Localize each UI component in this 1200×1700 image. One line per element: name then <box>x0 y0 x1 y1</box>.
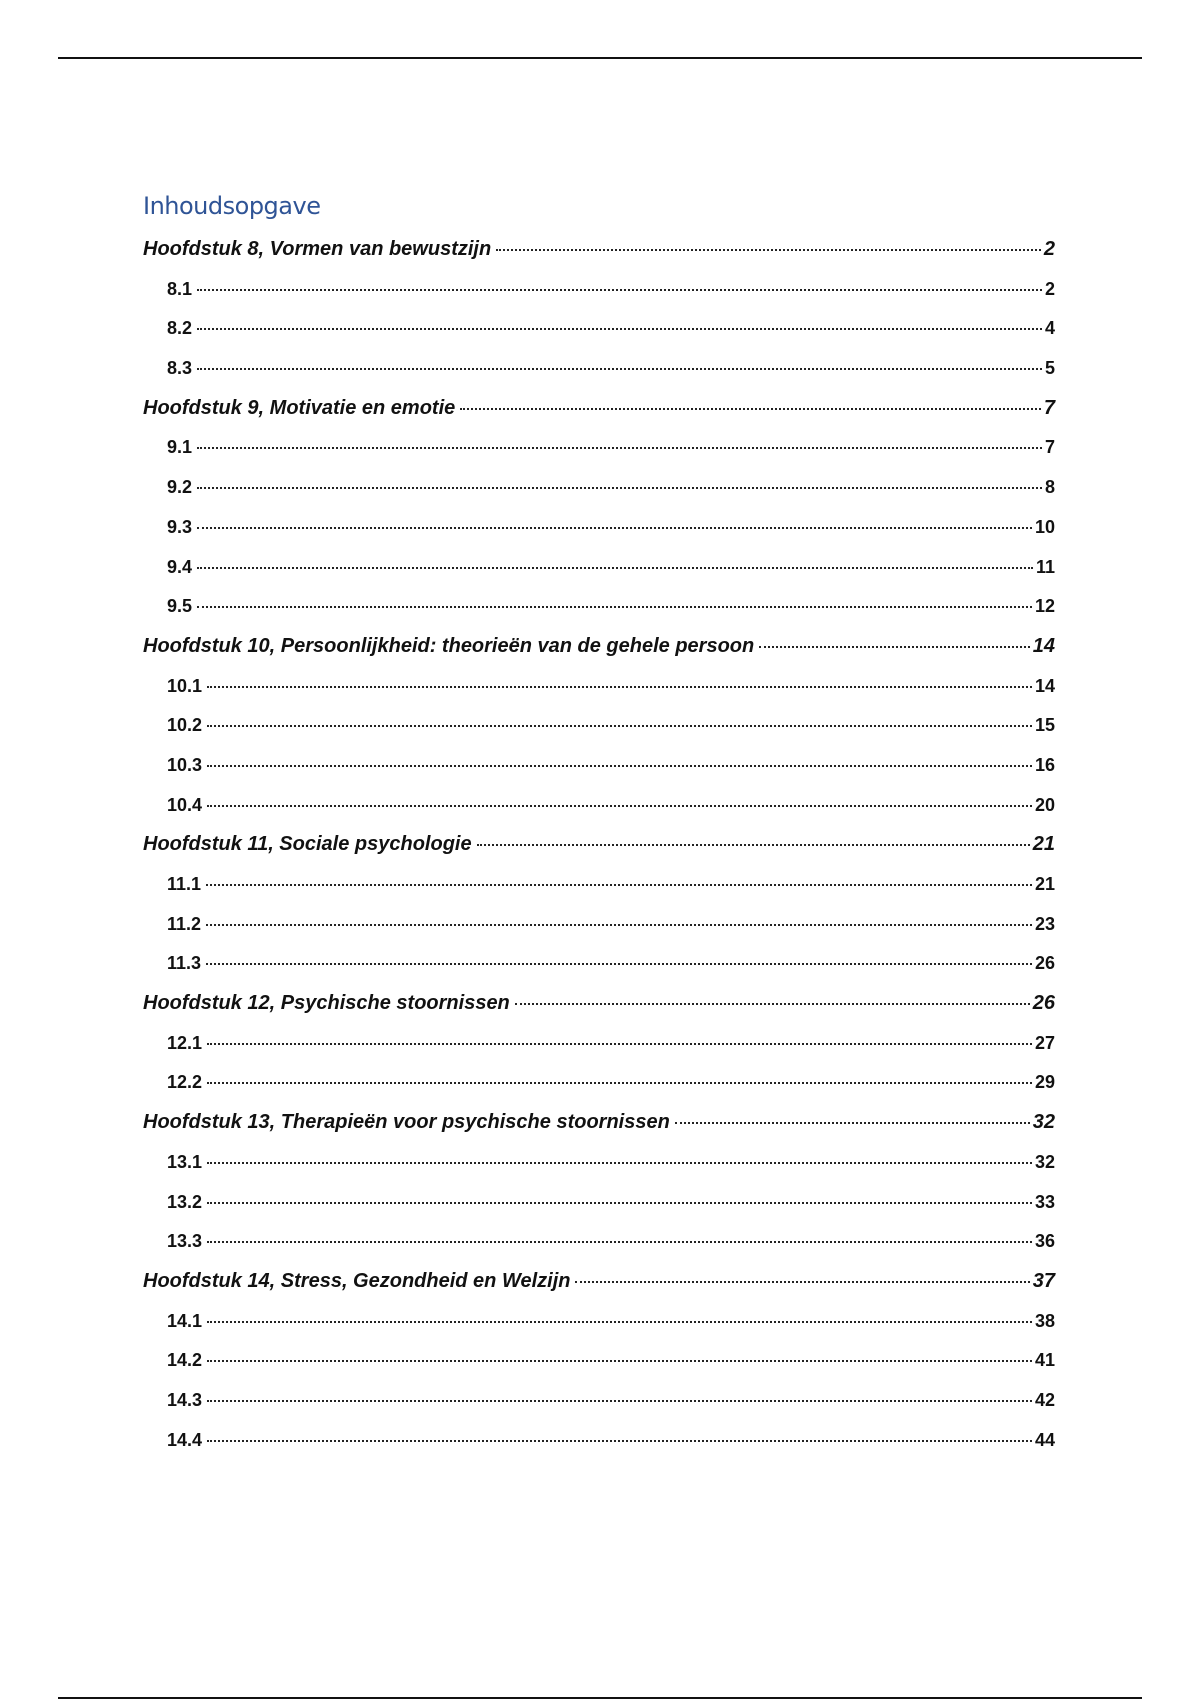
toc-section-entry[interactable] <box>143 1302 1055 1342</box>
toc-entry-page-number: 41 <box>1034 1350 1055 1371</box>
toc-entry-label: Hoofdstuk 8, Vormen van bewustzijn <box>143 238 492 260</box>
toc-section-entry[interactable] <box>143 865 1055 905</box>
footer-rule <box>58 1697 1142 1699</box>
toc-entry-page-number: 15 <box>1034 715 1055 736</box>
toc-dot-leader <box>197 447 1042 449</box>
toc-dot-leader <box>197 368 1042 370</box>
toc-dot-leader <box>206 924 1032 926</box>
toc-section-entry[interactable] <box>143 944 1055 984</box>
toc-entry-label: 9.5 <box>167 596 193 617</box>
toc-dot-leader <box>207 1321 1032 1323</box>
toc-entry-page-number: 32 <box>1032 1111 1055 1134</box>
toc-entry-page-number: 20 <box>1034 794 1055 815</box>
toc-entry-label: 9.2 <box>167 477 193 498</box>
toc-entry-label: 11.2 <box>167 913 202 934</box>
toc-entry-page-number: 38 <box>1034 1310 1055 1331</box>
toc-entry-label: 11.1 <box>167 874 202 894</box>
toc-entry-label: 10.3 <box>167 754 203 775</box>
toc-entry-page-number: 14 <box>1032 634 1055 657</box>
toc-entry-label: Hoofdstuk 14, Stress, Gezondheid en Welzijn <box>143 1269 571 1292</box>
toc-entry-label: 14.1 <box>167 1310 203 1331</box>
toc-dot-leader <box>197 567 1033 569</box>
toc-chapter-entry[interactable] <box>143 1103 1055 1143</box>
toc-dot-leader <box>207 1360 1032 1362</box>
toc-section-entry[interactable] <box>143 786 1055 826</box>
toc-entry-label: Hoofdstuk 13, Therapieën voor psychische stoornissen <box>143 1111 670 1134</box>
toc-chapter-entry[interactable] <box>143 1262 1055 1302</box>
toc-entry-label: 9.4 <box>167 556 193 577</box>
toc-dot-leader <box>207 1400 1032 1402</box>
toc-dot-leader <box>759 646 1030 648</box>
toc-section-entry[interactable] <box>143 1143 1055 1183</box>
toc-entry-page-number: 14 <box>1034 675 1055 696</box>
toc-section-entry[interactable] <box>143 706 1055 746</box>
toc-section-entry[interactable] <box>143 270 1055 310</box>
toc-dot-leader <box>207 725 1032 727</box>
toc-dot-leader <box>477 844 1030 846</box>
toc-section-entry[interactable] <box>143 468 1055 508</box>
toc-entry-page-number: 21 <box>1032 833 1055 856</box>
toc-entry-label: Hoofdstuk 10, Persoonlijkheid: theorieën van de gehele persoon <box>143 634 755 657</box>
toc-list <box>143 230 1055 1460</box>
toc-chapter-entry[interactable] <box>143 389 1055 429</box>
toc-entry-label: 8.1 <box>167 278 193 299</box>
toc-entry-page-number: 12 <box>1034 596 1055 617</box>
toc-entry-label: 14.3 <box>167 1389 203 1410</box>
toc-entry-page-number: 44 <box>1034 1429 1055 1450</box>
toc-dot-leader <box>206 963 1032 965</box>
toc-entry-page-number: 27 <box>1034 1032 1055 1053</box>
toc-entry-page-number: 21 <box>1034 874 1055 894</box>
toc-entry-page-number: 16 <box>1034 754 1055 775</box>
toc-section-entry[interactable] <box>143 1024 1055 1064</box>
toc-entry-page-number: 4 <box>1044 318 1055 339</box>
toc-entry-label: 14.2 <box>167 1350 203 1371</box>
toc-dot-leader <box>575 1281 1029 1283</box>
toc-entry-label: Hoofdstuk 12, Psychische stoornissen <box>143 992 510 1015</box>
toc-dot-leader <box>207 1202 1032 1204</box>
toc-section-entry[interactable] <box>143 508 1055 548</box>
toc-entry-page-number: 23 <box>1034 913 1055 934</box>
toc-entry-label: 12.2 <box>167 1072 203 1093</box>
toc-dot-leader <box>206 884 1032 886</box>
toc-dot-leader <box>207 1043 1032 1045</box>
toc-entry-page-number: 26 <box>1034 953 1055 974</box>
toc-title: Inhoudsopgave <box>143 192 321 220</box>
toc-entry-label: 9.3 <box>167 516 193 537</box>
toc-dot-leader <box>207 1241 1032 1243</box>
toc-entry-page-number: 26 <box>1032 992 1055 1015</box>
toc-section-entry[interactable] <box>143 1183 1055 1223</box>
toc-section-entry[interactable] <box>143 1381 1055 1421</box>
toc-entry-label: 13.3 <box>167 1231 203 1252</box>
toc-dot-leader <box>460 408 1041 410</box>
toc-section-entry[interactable] <box>143 667 1055 707</box>
toc-section-entry[interactable] <box>143 905 1055 945</box>
toc-dot-leader <box>197 289 1042 291</box>
toc-entry-page-number: 2 <box>1044 278 1055 299</box>
toc-entry-label: 14.4 <box>167 1429 203 1450</box>
toc-dot-leader <box>197 487 1042 489</box>
toc-entry-label: 8.2 <box>167 318 193 339</box>
toc-entry-page-number: 37 <box>1032 1269 1055 1292</box>
toc-entry-label: 13.2 <box>167 1191 203 1212</box>
toc-dot-leader <box>207 1162 1032 1164</box>
toc-entry-label: 13.1 <box>167 1151 203 1172</box>
toc-entry-page-number: 5 <box>1044 358 1055 379</box>
toc-dot-leader <box>207 805 1032 807</box>
toc-section-entry[interactable] <box>143 1222 1055 1262</box>
toc-entry-page-number: 42 <box>1034 1389 1055 1410</box>
toc-entry-page-number: 10 <box>1034 516 1055 537</box>
toc-dot-leader <box>207 686 1032 688</box>
toc-entry-page-number: 29 <box>1034 1072 1055 1093</box>
toc-entry-label: 10.2 <box>167 715 203 736</box>
toc-dot-leader <box>207 1082 1032 1084</box>
toc-entry-label: 10.1 <box>167 675 203 696</box>
toc-entry-page-number: 32 <box>1034 1151 1055 1172</box>
toc-entry-label: 9.1 <box>167 437 193 458</box>
toc-chapter-entry[interactable] <box>143 984 1055 1024</box>
toc-section-entry[interactable] <box>143 746 1055 786</box>
toc-entry-page-number: 7 <box>1044 437 1055 458</box>
toc-dot-leader <box>207 765 1032 767</box>
toc-entry-label: 10.4 <box>167 794 203 815</box>
toc-entry-label: 8.3 <box>167 358 193 379</box>
toc-section-entry[interactable] <box>143 309 1055 349</box>
toc-entry-label: 11.3 <box>167 953 202 974</box>
toc-entry-page-number: 8 <box>1044 477 1055 498</box>
toc-section-entry[interactable] <box>143 1421 1055 1461</box>
toc-section-entry[interactable] <box>143 428 1055 468</box>
toc-dot-leader <box>515 1003 1030 1005</box>
toc-entry-page-number: 2 <box>1043 238 1055 260</box>
toc-dot-leader <box>207 1440 1032 1442</box>
toc-dot-leader <box>197 328 1042 330</box>
toc-dot-leader <box>197 527 1032 529</box>
toc-entry-page-number: 33 <box>1034 1191 1055 1212</box>
toc-section-entry[interactable] <box>143 587 1055 627</box>
toc-dot-leader <box>496 249 1041 251</box>
toc-section-entry[interactable] <box>143 548 1055 588</box>
toc-dot-leader <box>675 1122 1030 1124</box>
toc-section-entry[interactable] <box>143 1063 1055 1103</box>
toc-chapter-entry[interactable] <box>143 230 1055 270</box>
toc-entry-label: 12.1 <box>167 1032 203 1053</box>
toc-chapter-entry[interactable] <box>143 627 1055 667</box>
toc-dot-leader <box>197 606 1032 608</box>
toc-section-entry[interactable] <box>143 349 1055 389</box>
toc-chapter-entry[interactable] <box>143 825 1055 865</box>
toc-entry-page-number: 11 <box>1035 556 1055 577</box>
toc-entry-page-number: 36 <box>1034 1231 1055 1252</box>
toc-entry-label: Hoofdstuk 11, Sociale psychologie <box>143 833 472 856</box>
toc-entry-page-number: 7 <box>1043 396 1055 419</box>
toc-section-entry[interactable] <box>143 1341 1055 1381</box>
header-rule <box>58 57 1142 59</box>
toc-entry-label: Hoofdstuk 9, Motivatie en emotie <box>143 396 456 419</box>
table-of-contents <box>143 190 1055 1460</box>
